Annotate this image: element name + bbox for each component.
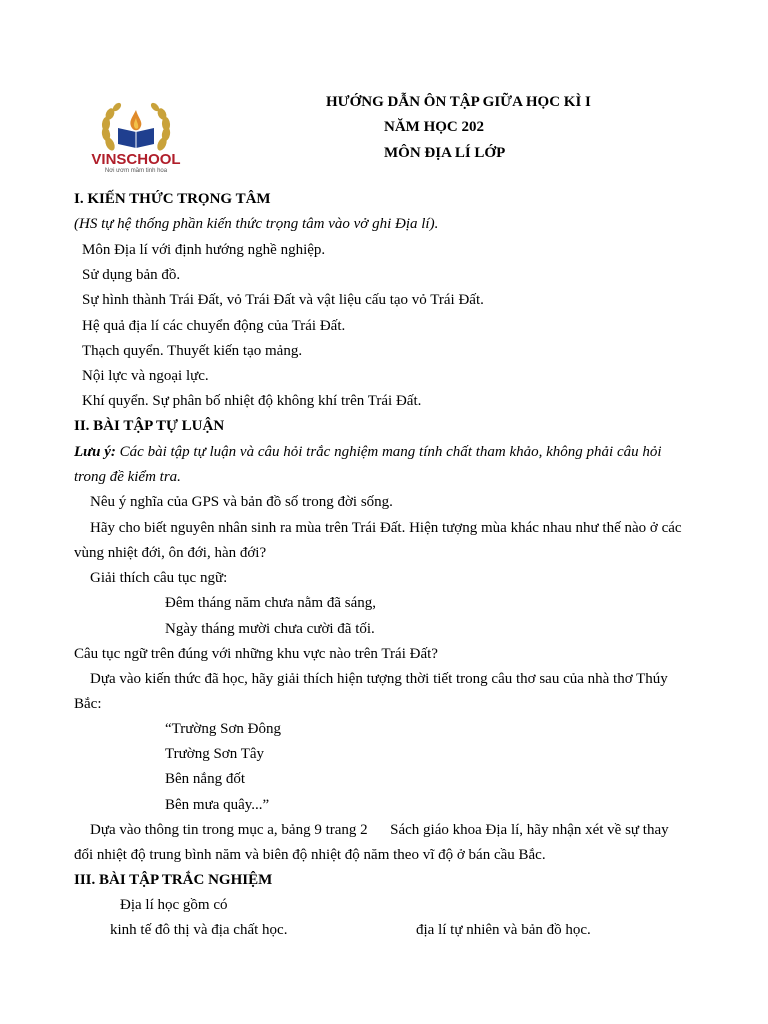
essay-question-3: Giải thích câu tục ngữ: [90, 570, 228, 586]
section-heading-1: I. KIẾN THỨC TRỌNG TÂM [74, 191, 271, 207]
note-text: Các bài tập tự luận và câu hỏi trắc nghiệm mang tính chất tham khảo, không phải câu hỏi [115, 444, 662, 460]
poem-line: Trường Sơn Tây [165, 746, 265, 762]
essay-question-5: Dựa vào thông tin trong mục a, bảng 9 trang 2 Sách giáo khoa Địa lí, hãy nhận xét về sự thay [90, 822, 669, 838]
vinschool-logo [88, 98, 184, 176]
essay-question-5-cont: đổi nhiệt độ trung bình năm và biên độ nhiệt độ năm theo vĩ độ ở bán cầu Bắc. [74, 847, 546, 863]
essay-question-2-cont: vùng nhiệt đới, ôn đới, hàn đới? [74, 545, 267, 561]
logo-text: VINSCHOOL [91, 151, 181, 168]
section-heading-2: II. BÀI TẬP TỰ LUẬN [74, 418, 225, 434]
essay-question-2: Hãy cho biết nguyên nhân sinh ra mùa trên Trái Đất. Hiện tượng mùa khác nhau như thế nào ở các [90, 520, 682, 536]
poem-line: “Trường Sơn Đông [165, 721, 281, 737]
mcq-option: kinh tế đô thị và địa chất học. [110, 922, 288, 938]
essay-question-3-ask: Câu tục ngữ trên đúng với những khu vực nào trên Trái Đất? [74, 646, 438, 662]
note-label: Lưu ý: [74, 444, 116, 460]
school-year: NĂM HỌC 202 [384, 119, 484, 135]
list-item: Hệ quả địa lí các chuyển động của Trái Đất. [82, 318, 346, 334]
subject-grade: MÔN ĐỊA LÍ LỚP [384, 145, 506, 161]
list-item: Khí quyển. Sự phân bố nhiệt độ không khí trên Trái Đất. [82, 393, 422, 409]
essay-question-1: Nêu ý nghĩa của GPS và bản đồ số trong đời sống. [90, 494, 393, 510]
poem-line: Bên mưa quây...” [165, 797, 270, 813]
list-item: Nội lực và ngoại lực. [82, 368, 209, 384]
essay-question-4: Dựa vào kiến thức đã học, hãy giải thích hiện tượng thời tiết trong câu thơ sau của nhà thơ Thúy [90, 671, 668, 687]
document-title: HƯỚNG DẪN ÔN TẬP GIỮA HỌC KÌ I [326, 94, 591, 110]
list-item: Sự hình thành Trái Đất, vỏ Trái Đất và vật liệu cấu tạo vỏ Trái Đất. [82, 292, 484, 308]
list-item: Môn Địa lí với định hướng nghề nghiệp. [82, 242, 326, 258]
mcq-option: địa lí tự nhiên và bản đồ học. [416, 922, 591, 938]
proverb-line: Đêm tháng năm chưa nằm đã sáng, [165, 595, 376, 611]
essay-question-4-cont: Bắc: [74, 696, 102, 712]
proverb-line: Ngày tháng mười chưa cười đã tối. [165, 621, 375, 637]
poem-line: Bên nắng đốt [165, 771, 245, 787]
section-2-note-cont: trong đề kiểm tra. [74, 469, 181, 485]
section-1-note: (HS tự hệ thống phần kiến thức trọng tâm vào vở ghi Địa lí). [74, 216, 439, 232]
list-item: Thạch quyển. Thuyết kiến tạo mảng. [82, 343, 303, 359]
section-2-note [74, 443, 662, 461]
mcq-question-1: Địa lí học gồm có [120, 897, 228, 913]
list-item: Sử dụng bản đồ. [82, 267, 181, 283]
section-heading-3: III. BÀI TẬP TRẮC NGHIỆM [74, 872, 273, 888]
logo-tagline: Nơi ươm mầm tinh hoa [104, 168, 168, 174]
